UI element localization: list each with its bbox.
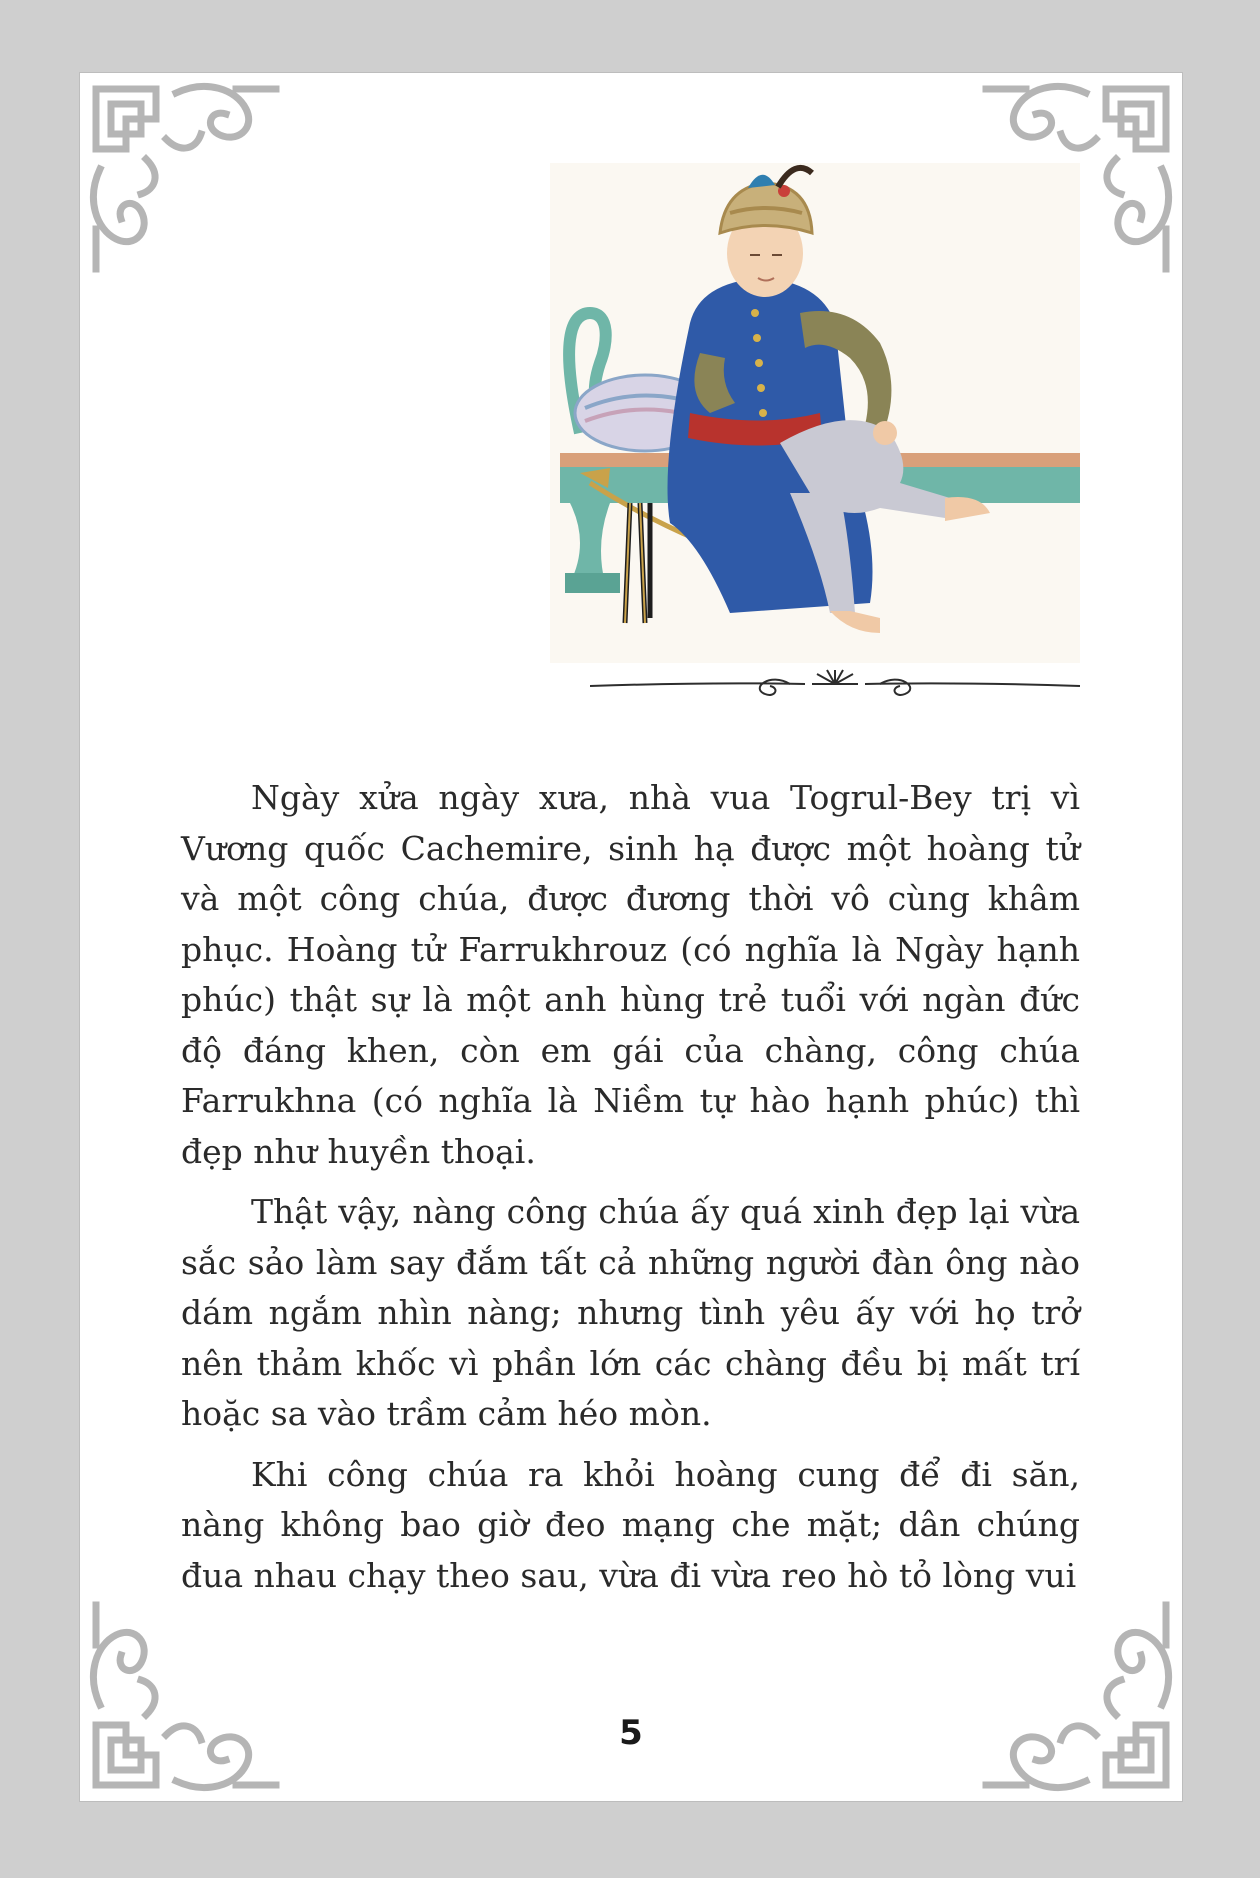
book-page <box>80 73 1182 1801</box>
corner-ornament-bottom-left <box>86 1595 286 1795</box>
paragraph: Ngày xửa ngày xưa, nhà vua Togrul-Bey trị vì Vương quốc Cachemire, sinh hạ được một hoàng tử và một công chúa, được đương thời vô cùng khâm phục. Hoàng tử Farrukhrouz (có nghĩa là Ngày hạnh phúc) thật sự là một anh hùng trẻ tuổi với ngàn đức độ đáng khen, còn em gái của chàng, công chúa Farrukhna (có nghĩa là Niềm tự hào hạnh phúc) thì đẹp như huyền thoại. <box>181 778 1080 1171</box>
page-number: 5 <box>619 1713 643 1753</box>
ornamental-divider <box>590 668 1080 698</box>
paragraph: Khi công chúa ra khỏi hoàng cung để đi săn, nàng không bao giờ đeo mạng che mặt; dân chúng đua nhau chạy theo sau, vừa đi vừa reo hò tỏ lòng vui <box>181 1454 1080 1595</box>
prince-illustration <box>550 163 1080 663</box>
paragraph: Thật vậy, nàng công chúa ấy quá xinh đẹp lại vừa sắc sảo làm say đắm tất cả những người đàn ông nào dám ngắm nhìn nàng; nhưng tình yêu ấy với họ trở nên thảm khốc vì phần lớn các chàng đều bị mất trí hoặc sa vào trầm cảm héo mòn. <box>181 1192 1080 1433</box>
story-text <box>181 773 1080 1611</box>
corner-ornament-top-left <box>86 79 286 279</box>
corner-ornament-bottom-right <box>976 1595 1176 1795</box>
